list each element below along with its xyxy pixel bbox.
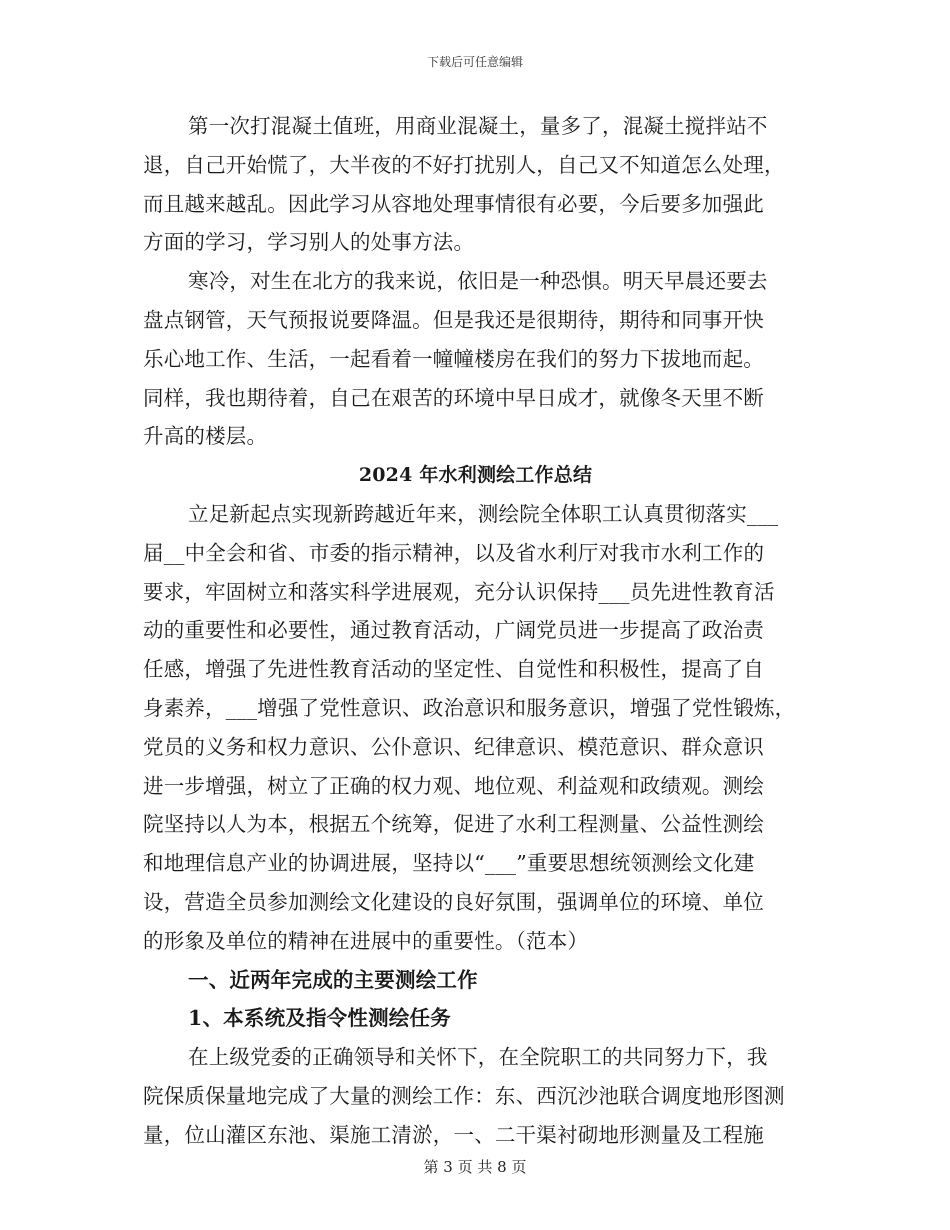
paragraph-line: 任感，增强了先进性教育活动的坚定性、自觉性和积极性，提高了自 bbox=[143, 657, 764, 682]
subsection-heading: 1、本系统及指令性测绘任务 bbox=[188, 1006, 451, 1031]
paragraph-line: 和地理信息产业的协调进展，坚持以“___”重要思想统领测绘文化建 bbox=[143, 851, 755, 876]
paragraph-line: 盘点钢管，天气预报说要降温。但是我还是很期待，期待和同事开快 bbox=[143, 307, 764, 332]
paragraph-line: 要求，牢固树立和落实科学进展观，充分认识保持___员先进性教育活 bbox=[143, 579, 775, 604]
page-header: 下载后可任意编辑 bbox=[426, 55, 523, 69]
paragraph-line: 方面的学习，学习别人的处事方法。 bbox=[143, 230, 475, 255]
document-body bbox=[143, 107, 808, 1155]
paragraph-line: 院保质保量地完成了大量的测绘工作：东、西沉沙池联合调度地形图测 bbox=[143, 1083, 785, 1108]
paragraph-line: 寒冷，对生在北方的我来说，依旧是一种恐惧。明天早晨还要去 bbox=[188, 269, 768, 294]
paragraph-line: 身素养，___增强了党性意识、政治意识和服务意识，增强了党性锻炼， bbox=[143, 695, 796, 720]
paragraph-line: 而且越来越乱。因此学习从容地处理事情很有必要，今后要多加强此 bbox=[143, 191, 764, 216]
paragraph-line: 进一步增强，树立了正确的权力观、地位观、利益观和政绩观。测绘 bbox=[143, 773, 764, 798]
document-title: 2024 年水利测绘工作总结 bbox=[358, 464, 593, 487]
paragraph-line: 退，自己开始慌了，大半夜的不好打扰别人，自己又不知道怎么处理， bbox=[143, 152, 785, 177]
paragraph-line: 升高的楼层。 bbox=[143, 424, 268, 449]
section-heading: 一、近两年完成的主要测绘工作 bbox=[188, 967, 478, 992]
paragraph-line: 届__中全会和省、市委的指示精神，以及省水利厅对我市水利工作的 bbox=[143, 540, 765, 565]
paragraph-line: 设，营造全员参加测绘文化建设的良好氛围，强调单位的环境、单位 bbox=[143, 889, 764, 914]
paragraph-line: 同样，我也期待着，自己在艰苦的环境中早日成才，就像冬天里不断 bbox=[143, 385, 764, 410]
page-footer: 第 3 页 共 8 页 bbox=[423, 1158, 527, 1176]
paragraph-line: 的形象及单位的精神在进展中的重要性。（范本） bbox=[143, 928, 589, 953]
paragraph-line: 乐心地工作、生活，一起看着一幢幢楼房在我们的努力下拔地而起。 bbox=[143, 346, 764, 371]
paragraph-line: 立足新起点实现新跨越近年来，测绘院全体职工认真贯彻落实___ bbox=[188, 501, 779, 526]
paragraph-line: 院坚持以人为本，根据五个统筹，促进了水利工程测量、公益性测绘 bbox=[143, 812, 764, 837]
paragraph-line: 量，位山灌区东池、渠施工清淤，一、二干渠衬砌地形测量及工程施 bbox=[143, 1122, 764, 1147]
paragraph-line: 党员的义务和权力意识、公仆意识、纪律意识、模范意识、群众意识 bbox=[143, 734, 764, 759]
paragraph-line: 第一次打混凝土值班，用商业混凝土，量多了，混凝土搅拌站不 bbox=[188, 114, 768, 138]
paragraph-line: 动的重要性和必要性，通过教育活动，广阔党员进一步提高了政治责 bbox=[143, 618, 764, 643]
paragraph-line: 在上级党委的正确领导和关怀下，在全院职工的共同努力下，我 bbox=[188, 1045, 768, 1070]
